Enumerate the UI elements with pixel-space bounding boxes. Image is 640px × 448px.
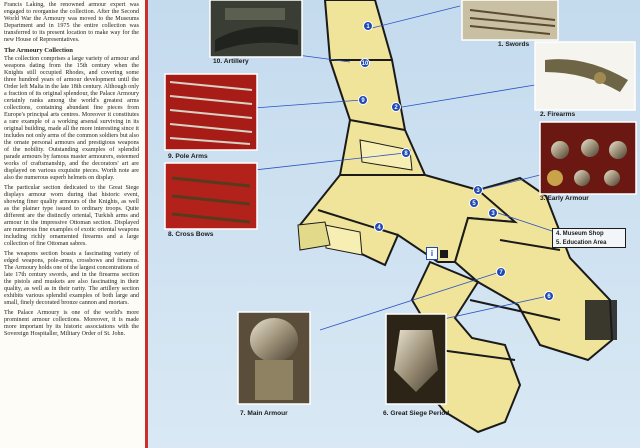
- section-heading: The Armoury Collection: [4, 47, 73, 54]
- caption-great-siege: 6. Great Siege Period: [383, 410, 450, 417]
- marker-8: 8: [401, 148, 411, 158]
- photo-firearms: [535, 42, 635, 110]
- body-paragraph-1: The collection comprises a large variety of armour and weapons dating from the 15th century when the Knights still occupied Rhodes, and covering some three hundred years of armour development until the Order left Malta in the late 18th century. Although only a fraction of its original splendour, the Palace Armoury certainly ranks among the world's greatest arms collections, containing abundant fine pieces from Europe's principal arts centres. Moreover it constitutes a rare example of a working arsenal surviving in its original building, made all the more interesting since it includes not only arms of the common soldiers but also the ornate personal armours and prestigious weapons of the nobility. Outstanding examples of splendid parade armours by famous master armourers, esteemed works of craftsmanship, and the decorators' art are displayed on various exquisite pieces. Worth note are also the numerous superb helmets on display.: [4, 56, 139, 181]
- intro-paragraph: Francis Laking, the renowned armour expert was engaged to reorganise the collection. After the Second World War the Armoury was moved to the Museums Department and in 1975 the entire collection was transferred to its present location to make way for the new House of Representatives.: [4, 2, 139, 43]
- body-paragraph-3: The weapons section boasts a fascinating variety of edged weapons, pole-arms, crossbows and firearms. The Armoury holds one of the largest concentrations of late 17th century swords, and in the firearms section the pistols and muskets are also fascinating in their quality, as well as in their rarity. The artillery section exhibits various splendid examples of both large and small, finely decorated bronze cannon and mortars.: [4, 251, 139, 306]
- marker-6: 6: [544, 291, 554, 301]
- marker-3b: 3: [488, 208, 498, 218]
- marker-5: 5: [469, 198, 479, 208]
- marker-9: 9: [358, 95, 368, 105]
- photo-cross-bows: [165, 163, 257, 229]
- photo-early-armour: [540, 122, 636, 194]
- marker-2: 2: [391, 102, 401, 112]
- caption-cross-bows: 8. Cross Bows: [168, 231, 214, 238]
- body-paragraph-4: The Palace Armoury is one of the world's more prominent armour collections. Moreover, it is made more important by its historic associations with the Sovereign Hospitaller, Military Order of St. John.: [4, 310, 139, 337]
- legend-museum-shop: 4. Museum Shop: [556, 231, 604, 237]
- caption-pole-arms: 9. Pole Arms: [168, 153, 208, 160]
- information-icon: i: [426, 247, 438, 260]
- photo-swords: [462, 0, 558, 40]
- marker-7: 7: [496, 267, 506, 277]
- caption-artillery: 10. Artillery: [213, 58, 249, 65]
- marker-1: 1: [363, 21, 373, 31]
- legend-education-area: 5. Education Area: [556, 239, 607, 246]
- caption-firearms: 2. Firearms: [540, 111, 576, 118]
- marker-3: 3: [473, 185, 483, 195]
- marker-4: 4: [374, 222, 384, 232]
- photo-pole-arms: [165, 74, 257, 150]
- caption-main-armour: 7. Main Armour: [240, 410, 288, 417]
- caption-swords: 1. Swords: [498, 41, 530, 48]
- body-paragraph-2: The particular section dedicated to the Great Siege displays armour worn during that historic event, showing finer quality armours of the Knights, as well as the plainer type issued to ordinary troops. Quite different are the distinctly oriental, Turkish arms and armour in the impressive Ottoman section. Displayed are numerous fine examples of exotic oriental weapons including richly ornamented firearms and a large collection of fine Ottoman sabres.: [4, 185, 139, 247]
- floor-plan-map: [148, 0, 640, 448]
- photo-great-siege: [386, 314, 446, 404]
- photo-artillery: [210, 0, 302, 57]
- caption-early-armour: 3. Early Armour: [540, 195, 589, 202]
- marker-10: 10: [360, 58, 370, 68]
- text-column: [0, 0, 148, 448]
- photo-main-armour: [238, 312, 310, 404]
- legend-box: [552, 228, 626, 248]
